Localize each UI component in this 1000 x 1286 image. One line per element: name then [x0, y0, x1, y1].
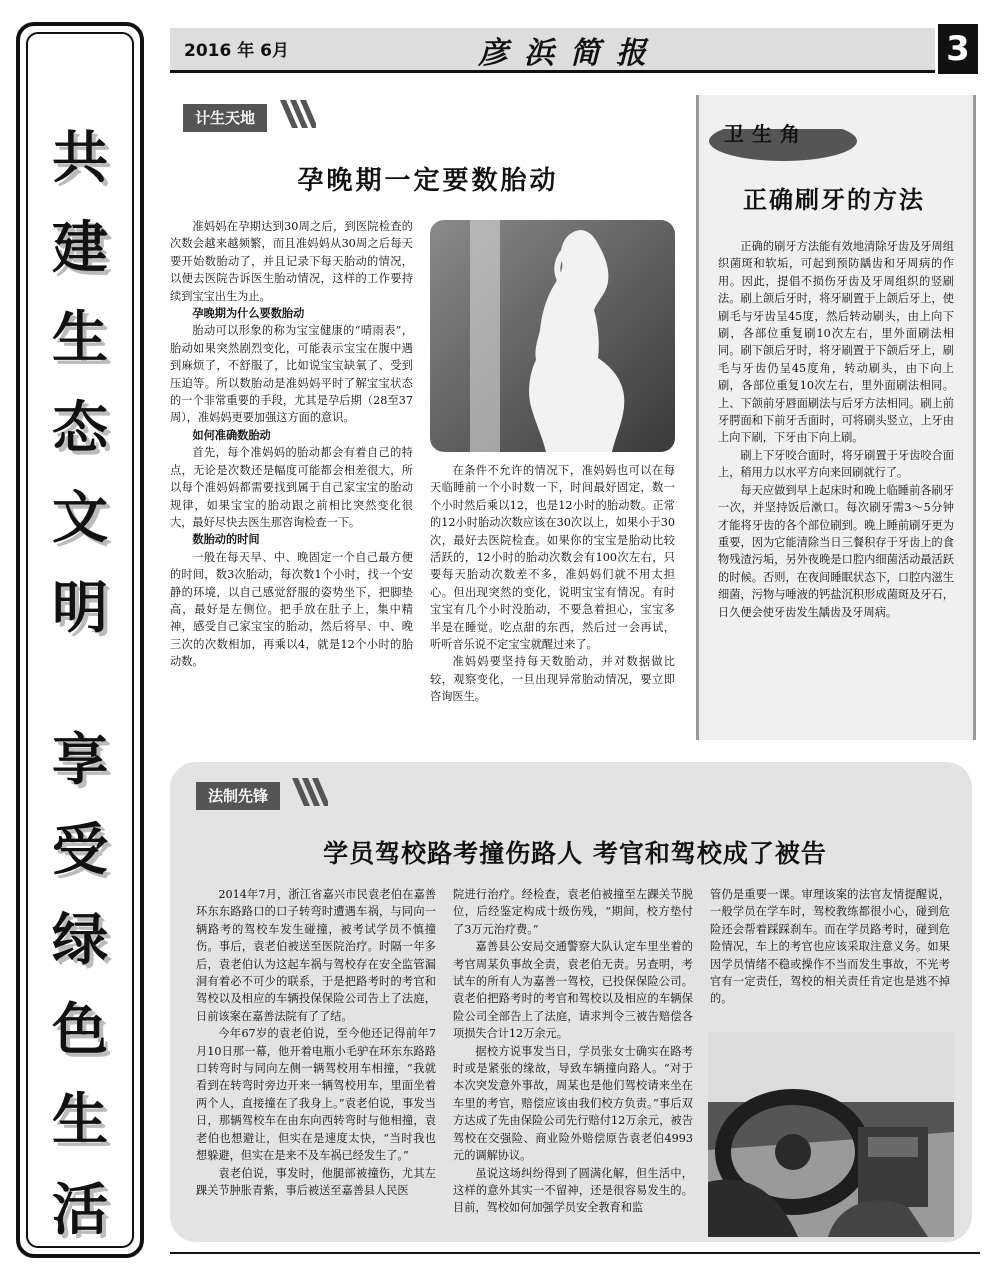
paragraph: 胎动可以形象的称为宝宝健康的“晴雨表”，胎动如果突然剧烈变化，可能表示宝宝在腹中遇到麻烦了，不舒服了，比如说宝宝缺氧了、受到压迫等。所以数胎动是准妈妈平时了解宝宝状态的一个非常重要的手段，尤其是孕后期（28至37周），准妈妈更要加强这方面的意识。: [170, 324, 413, 425]
paragraph: 今年67岁的袁老伯说，至今他还记得前年7月10日那一幕，他开着电瓶小毛驴在环东东路路口转弯时与同向左侧一辆驾校用车相撞，“我就看到在转弯时旁边开来一辆驾校用车，里面坐着两个人，直接撞在了我身上。”袁老伯说，事发当日，那辆驾校车在由东向西转弯时与他相撞，袁老伯也想避让，但实在是速度太快，“当时我也想躲避，但实在是来不及车祸已经发生了。”: [196, 1027, 436, 1163]
slogan-char: 活: [52, 1177, 108, 1243]
tag-stripes-icon: [280, 100, 316, 128]
slogan-char: 建: [52, 215, 108, 281]
paragraph: 院进行治疗。经检查，袁老伯被撞至左踝关节脱位，后经鉴定构成十级伤残，“期间，校方垫付了3万元治疗费。”: [453, 888, 693, 936]
subheading: 如何准确数胎动: [192, 428, 271, 442]
slogan-char: 共: [52, 125, 108, 191]
paragraph: 刷上下牙咬合面时，将牙刷置于牙齿咬合面上，稍用力以水平方向来回刷就行了。: [718, 448, 954, 480]
vertical-slogan-banner: [16, 22, 144, 1258]
subheading: 数胎动的时间: [192, 533, 260, 547]
paragraph: 据校方说事发当日，学员张女士确实在路考时或是紧张的缘故，导致车辆撞向路人。“对于本次突发意外事故，周某也是他们驾校请来坐在车里的考官，赔偿应该由我们校方负责。”事后双方达成了先由保险公司先行赔付12万余元，被告驾校在交强险、商业险外赔偿原告袁老伯4993元的调解协议。: [453, 1044, 693, 1163]
paragraph: 在条件不允许的情况下，准妈妈也可以在每天临睡前一个小时数一下，时间最好固定，数一个小时然后乘以12，也是12小时的胎动数。正常的12小时胎动次数应该在30次以上，如果小于30次，最好去医院检查。如果你的宝宝是胎动比较活跃的，12小时的胎动次数会有100次左右，只要每天胎动次数差不多，准妈妈们就不用太担心。但出现突然的变化，说明宝宝有情况。有时宝宝有几个小时没胎动，不要急着担心，宝宝多半是在睡觉。吃点甜的东西，然后过一会再试，听听音乐说不定宝宝就醒过来了。: [430, 464, 675, 652]
article-column-right: [430, 462, 675, 706]
paragraph: 一般在每天早、中、晚固定一个自己最方便的时间，数3次胎动，每次数1个小时，找一个安静的环境，以自己感觉舒服的姿势坐下，把脚垫高，最好是左侧位。把手放在肚子上，集中精神，感受自己家宝宝的胎动，然后将早、中、晚三次的次数相加，再乘以4，就是12个小时的胎动数。: [170, 550, 413, 669]
tag-stripes-icon: [292, 778, 328, 806]
article-title-fetal-movement: 孕晚期一定要数胎动: [297, 166, 559, 196]
paragraph: 管仍是重要一课。审理该案的法官友情提醒说，一般学员在学车时，驾校教练都很小心，碰到危险还会帮着踩踩刹车。而在学员路考时，碰到危险情况，车上的考官也应该采取注意义务。如果因学员情绪不稳或操作不当而发生事故，不光考官有一定责任，驾校的相关责任肯定也是逃不掉的。: [710, 888, 950, 1006]
paragraph: 首先，每个准妈妈的胎动都会有着自己的特点，无论是次数还是幅度可能都会相差很大，所以每个准妈妈都需要找到属于自己家宝宝的胎动规律，如果宝宝的胎动跟之前相比突然变化很大，最好尽快去医生那咨询检查一下。: [170, 446, 413, 529]
paragraph: 准妈妈在孕期达到30周之后，到医院检查的次数会越来越频繁，而且准妈妈从30周之后每天要开始数胎动了，并且记录下每天胎动的情况，以便去医院告诉医生胎动情况，这样的工作要持续到宝宝出生为止。: [170, 220, 413, 303]
section-tag-family-planning: 计生天地: [183, 104, 267, 132]
footer-rule: [170, 1252, 980, 1254]
paragraph: 2014年7月，浙江省嘉兴市民袁老伯在嘉善环东东路路口的口子转弯时遭遇车祸，与同向一辆路考的驾校车发生碰撞，被考试学员不慎撞伤。事后，袁老伯被送至医院治疗。时隔一年多后，袁老伯认为这起车祸与驾校存在安全监管漏洞有着必不可少的联系，于是把路考时的考官和驾校以及相应的车辆投保保险公司告上了法庭，日前该案在嘉善法院有了了结。: [196, 888, 436, 1023]
slogan-char: 享: [52, 727, 108, 793]
slogan-char: 色: [52, 997, 108, 1063]
paragraph: 准妈妈要坚持每天数胎动，并对数据做比较，观察变化，一旦出现异常胎动情况，要立即咨询医生。: [430, 655, 675, 704]
article-title-toothbrushing: 正确刷牙的方法: [743, 186, 925, 214]
page-number: 3: [938, 24, 978, 74]
article-column-left: [170, 218, 413, 671]
paragraph: 虽说这场纠纷得到了圆满化解，但生活中，这样的意外其实一不留神，还是很容易发生的。目前，驾校如何加强学员安全教育和监: [453, 1166, 693, 1215]
slogan-char: 明: [52, 575, 108, 641]
paragraph: 每天应做到早上起床时和晚上临睡前各刷牙一次，并坚持饭后漱口。每次刷牙需3～5分钟才能将牙齿的各个部位刷到。晚上睡前刷牙更为重要，因为它能清除当日三餐积存于牙齿上的食物残渣污垢，另外夜晚是口腔内细菌活动最活跃的时候。否则，在夜间睡眠状态下，口腔内滋生细菌，污物与唾液的钙盐沉积形成菌斑及牙石，日久便会使牙齿发生龋齿及牙周病。: [718, 483, 954, 619]
paragraph: 袁老伯说，事发时，他腿部被撞伤，尤其左踝关节肿胀青紫，事后被送至嘉善县人民医: [196, 1166, 436, 1197]
slogan-char: 生: [52, 1087, 108, 1153]
slogan-char: 生: [52, 305, 108, 371]
law-column-3: [710, 886, 950, 1008]
slogan-char: 受: [52, 817, 108, 883]
health-article-body: [718, 238, 954, 621]
slogan-char: 态: [52, 395, 108, 461]
masthead-title: 彦浜简报: [478, 36, 662, 71]
paragraph: 嘉善县公安局交通警察大队认定车里坐着的考官周某负事故全责，袁老伯无责。另查明，考试车的所有人为嘉善一驾校，已投保保险公司。袁老伯把路考时的考官和驾校以及相应的车辆保险公司全部告上了法庭，请求判令三被告赔偿各项损失合计12万余元。: [453, 940, 693, 1041]
section-tag-health: 卫生角: [724, 122, 808, 146]
article-title-driving-school: 学员驾校路考撞伤路人 考官和驾校成了被告: [323, 839, 827, 868]
pregnant-silhouette-image: [430, 220, 675, 452]
section-tag-law: 法制先锋: [196, 782, 280, 810]
law-column-1: [196, 886, 436, 1199]
law-column-2: [453, 886, 693, 1217]
subheading: 孕晚期为什么要数胎动: [192, 307, 305, 321]
paragraph: 正确的刷牙方法能有效地清除牙齿及牙周组织菌斑和软垢，可起到预防龋齿和牙周病的作用。因此，提倡不损伤牙齿及牙周组织的竖刷法。刷上颌后牙时，将牙刷置于上颌后牙上，使刷毛与牙齿呈45度，然后转动刷头，由上向下刷，各部位重复刷10次左右，里外面刷法相同。刷下颌后牙时，将牙刷置于下颌后牙上，刷毛与牙齿仍呈45度角，转动刷头，由下向上刷，各部位重复10次左右，里外面刷法相同。上、下颌前牙唇面刷法与后牙方法相同。刷上前牙腭面和下前牙舌面时，可将刷头竖立，上牙由上向下刷，下牙由下向上刷。: [718, 240, 954, 445]
issue-date: 2016 年 6月: [184, 41, 289, 61]
car-interior-photo: [708, 1032, 954, 1237]
slogan-char: 绿: [52, 907, 108, 973]
slogan-char: 文: [52, 485, 108, 551]
